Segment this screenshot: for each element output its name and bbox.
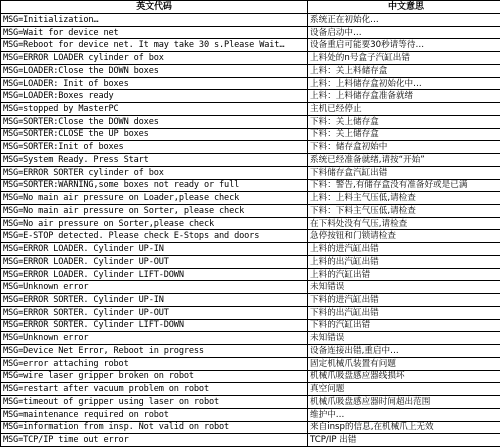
chinese-meaning-cell: 真空问题: [308, 383, 500, 396]
table-row: [1, 396, 500, 409]
english-code-cell: MSG=error attaching robot: [1, 357, 308, 370]
chinese-meaning-cell: 系统正在初始化…: [308, 14, 500, 27]
english-code-cell: MSG=No main air pressure on Sorter, please check: [1, 205, 308, 218]
chinese-meaning-cell: 设备连接出错,重启中…: [308, 345, 500, 358]
english-code-cell: MSG=Unknown error: [1, 332, 308, 345]
chinese-meaning-cell: TCP/IP 出错: [308, 434, 500, 447]
english-code-cell: MSG=Unknown error: [1, 281, 308, 294]
table-row: [1, 26, 500, 39]
table-row: [1, 90, 500, 103]
chinese-meaning-cell: 上料：关上料储存盒: [308, 64, 500, 77]
chinese-meaning-cell: 机械爪吸盘感应器线损坏: [308, 370, 500, 383]
table-row: [1, 383, 500, 396]
table-row: [1, 77, 500, 90]
english-code-cell: MSG=SORTER:CLOSE the UP boxes: [1, 128, 308, 141]
table-row: [1, 408, 500, 421]
english-code-cell: MSG=TCP/IP time out error: [1, 434, 308, 447]
chinese-meaning-cell: 上料：上料储存盒初始化中…: [308, 77, 500, 90]
table-row: [1, 52, 500, 65]
english-code-cell: MSG=wire laser gripper broken on robot: [1, 370, 308, 383]
table-row: [1, 332, 500, 345]
english-code-cell: MSG=LOADER: Init of boxes: [1, 77, 308, 90]
table-row: [1, 166, 500, 179]
english-code-cell: MSG=stopped by MasterPC: [1, 103, 308, 116]
table-row: [1, 141, 500, 154]
chinese-meaning-cell: 下料：关上储存盒: [308, 128, 500, 141]
chinese-meaning-cell: 下料的出汽缸出错: [308, 306, 500, 319]
header-row: [1, 1, 500, 14]
english-code-cell: MSG=LOADER:Close the DOWN boxes: [1, 64, 308, 77]
table-row: [1, 434, 500, 447]
table-row: [1, 192, 500, 205]
table-row: [1, 128, 500, 141]
chinese-meaning-cell: 下料的汽缸出错: [308, 319, 500, 332]
table-row: [1, 103, 500, 116]
chinese-meaning-cell: 维护中…: [308, 408, 500, 421]
chinese-meaning-cell: 上料处的n号盒子汽缸出错: [308, 52, 500, 65]
table-row: [1, 205, 500, 218]
english-code-cell: MSG=ERROR LOADER. Cylinder LIFT-DOWN: [1, 268, 308, 281]
table-row: [1, 243, 500, 256]
table-row: [1, 115, 500, 128]
english-code-cell: MSG=ERROR LOADER cylinder of box: [1, 52, 308, 65]
chinese-meaning-cell: 急停按钮和门锁请检查: [308, 230, 500, 243]
english-code-cell: MSG=LOADER:Boxes ready: [1, 90, 308, 103]
table-row: [1, 281, 500, 294]
english-code-cell: MSG=Device Net Error, Reboot in progress: [1, 345, 308, 358]
table-row: [1, 319, 500, 332]
table-row: [1, 230, 500, 243]
table-row: [1, 370, 500, 383]
chinese-meaning-cell: 下料：储存盒初始中: [308, 141, 500, 154]
english-code-cell: MSG=ERROR SORTER cylinder of box: [1, 166, 308, 179]
english-code-cell: MSG=SORTER:Init of boxes: [1, 141, 308, 154]
table-row: [1, 421, 500, 434]
chinese-meaning-cell: 下料：警告,有储存盒没有准备好或是已满: [308, 179, 500, 192]
chinese-meaning-cell: 下料：下料主气压低,请检查: [308, 205, 500, 218]
chinese-meaning-cell: 未知错误: [308, 332, 500, 345]
chinese-meaning-cell: 未知错误: [308, 281, 500, 294]
english-code-cell: MSG=System Ready. Press Start: [1, 154, 308, 167]
chinese-meaning-cell: 上料：上料储存盒准备就绪: [308, 90, 500, 103]
table-row: [1, 179, 500, 192]
chinese-meaning-cell: 上料的进汽缸出错: [308, 243, 500, 256]
chinese-meaning-cell: 上料的出汽缸出错: [308, 255, 500, 268]
english-code-cell: MSG=maintenance required on robot: [1, 408, 308, 421]
chinese-meaning-cell: 系统已经准备就绪,请按“开始”: [308, 154, 500, 167]
chinese-meaning-cell: 上料：上料主气压低,请检查: [308, 192, 500, 205]
english-code-cell: MSG=SORTER:WARNING,some boxes not ready or full: [1, 179, 308, 192]
english-code-cell: MSG=No air pressure on Sorter,please check: [1, 217, 308, 230]
chinese-meaning-cell: 设备启动中…: [308, 26, 500, 39]
english-code-cell: MSG=E-STOP detected. Please check E-Stops and doors: [1, 230, 308, 243]
english-code-cell: MSG=No main air pressure on Loader,please check: [1, 192, 308, 205]
english-code-cell: MSG=information from insp. Not valid on robot: [1, 421, 308, 434]
english-code-cell: MSG=SORTER:Close the DOWN doxes: [1, 115, 308, 128]
english-code-cell: MSG=Initialization…: [1, 14, 308, 27]
chinese-meaning-cell: 下料的进汽缸出错: [308, 294, 500, 307]
english-code-cell: MSG=Wait for device net: [1, 26, 308, 39]
chinese-meaning-cell: 下料储存盒汽缸出错: [308, 166, 500, 179]
table-row: [1, 64, 500, 77]
english-code-cell: MSG=ERROR SORTER. Cylinder UP-OUT: [1, 306, 308, 319]
chinese-meaning-cell: 上料的汽缸出错: [308, 268, 500, 281]
chinese-meaning-cell: 下料：关上储存盒: [308, 115, 500, 128]
table-row: [1, 14, 500, 27]
header-english-code: 英文代码: [1, 1, 308, 14]
chinese-meaning-cell: 设备重启可能要30秒请等待…: [308, 39, 500, 52]
table-row: [1, 39, 500, 52]
table-row: [1, 268, 500, 281]
header-chinese-meaning: 中文意思: [308, 1, 500, 14]
table-row: [1, 154, 500, 167]
table-row: [1, 294, 500, 307]
chinese-meaning-cell: 在下料处没有气压,请检查: [308, 217, 500, 230]
english-code-cell: MSG=restart after vacuum problem on robot: [1, 383, 308, 396]
table-row: [1, 306, 500, 319]
english-code-cell: MSG=ERROR LOADER. Cylinder UP-OUT: [1, 255, 308, 268]
chinese-meaning-cell: 固定机械爪装置有问题: [308, 357, 500, 370]
chinese-meaning-cell: 主机已经停止: [308, 103, 500, 116]
table-body: [1, 14, 500, 447]
english-code-cell: MSG=ERROR SORTER. Cylinder UP-IN: [1, 294, 308, 307]
table-row: [1, 255, 500, 268]
english-code-cell: MSG=Reboot for device net. It may take 30 s.Please Wait…: [1, 39, 308, 52]
table-row: [1, 217, 500, 230]
chinese-meaning-cell: 来自insp的信息,在机械爪上无效: [308, 421, 500, 434]
english-code-cell: MSG=ERROR LOADER. Cylinder UP-IN: [1, 243, 308, 256]
english-code-cell: MSG=ERROR SORTER. Cylinder LIFT-DOWN: [1, 319, 308, 332]
table-row: [1, 345, 500, 358]
table-row: [1, 357, 500, 370]
chinese-meaning-cell: 机械爪吸盘感应器时间超出范围: [308, 396, 500, 409]
english-code-cell: MSG=timeout of gripper using laser on robot: [1, 396, 308, 409]
